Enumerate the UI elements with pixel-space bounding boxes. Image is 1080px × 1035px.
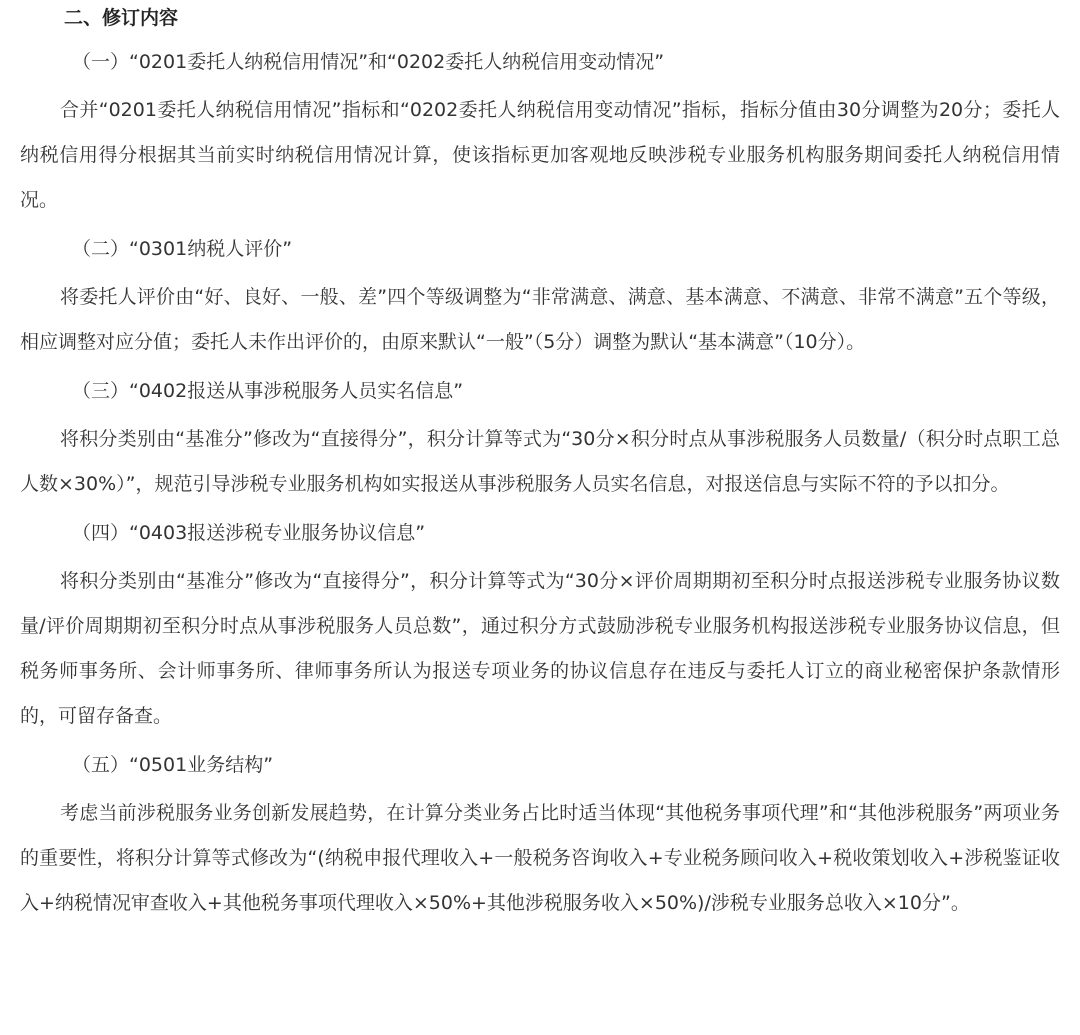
item-body: 将积分类别由“基准分”修改为“直接得分”，积分计算等式为“30分×积分时点从事涉税服务人员数量/（积分时点职工总人数×30%）”，规范引导涉税专业服务机构如实报送从事涉税服务人员实名信息，对报送信息与实际不符的予以扣分。 xyxy=(20,428,1060,495)
section-title: 二、修订内容 xyxy=(64,7,179,29)
document xyxy=(20,0,1060,926)
item-heading: （二）“0301纳税人评价” xyxy=(72,238,293,260)
revision-item-2 xyxy=(20,231,1060,365)
item-heading: （四）“0403报送涉税专业服务协议信息” xyxy=(72,522,426,544)
item-heading: （三）“0402报送从事涉税服务人员实名信息” xyxy=(72,380,464,402)
revision-item-4 xyxy=(20,515,1060,739)
revision-item-3 xyxy=(20,373,1060,507)
item-body: 将积分类别由“基准分”修改为“直接得分”，积分计算等式为“30分×评价周期期初至积分时点报送涉税专业服务协议数量/评价周期期初至积分时点从事涉税服务人员总数”，通过积分方式鼓励涉税专业服务机构报送涉税专业服务协议信息，但税务师事务所、会计师事务所、律师事务所认为报送专项业务的协议信息存在违反与委托人订立的商业秘密保护条款情形的，可留存备查。 xyxy=(20,570,1060,727)
item-heading: （一）“0201委托人纳税信用情况”和“0202委托人纳税信用变动情况” xyxy=(72,51,665,73)
item-body: 合并“0201委托人纳税信用情况”指标和“0202委托人纳税信用变动情况”指标，指标分值由30分调整为20分；委托人纳税信用得分根据其当前实时纳税信用情况计算，使该指标更加客观地反映涉税专业服务机构服务期间委托人纳税信用情况。 xyxy=(20,99,1060,211)
revision-item-1 xyxy=(20,44,1060,223)
item-body: 考虑当前涉税服务业务创新发展趋势，在计算分类业务占比时适当体现“其他税务事项代理”和“其他涉税服务”两项业务的重要性，将积分计算等式修改为“(纳税申报代理收入+一般税务咨询收入+专业税务顾问收入+税收策划收入+涉税鉴证收入+纳税情况审查收入+其他税务事项代理收入×50%+其他涉税服务收入×50%)/涉税专业服务总收入×10分”。 xyxy=(20,802,1060,914)
item-body: 将委托人评价由“好、良好、一般、差”四个等级调整为“非常满意、满意、基本满意、不满意、非常不满意”五个等级，相应调整对应分值；委托人未作出评价的，由原来默认“一般”（5分）调整为默认“基本满意”（10分）。 xyxy=(20,286,1060,353)
revision-item-5 xyxy=(20,747,1060,926)
item-heading: （五）“0501业务结构” xyxy=(72,754,274,776)
